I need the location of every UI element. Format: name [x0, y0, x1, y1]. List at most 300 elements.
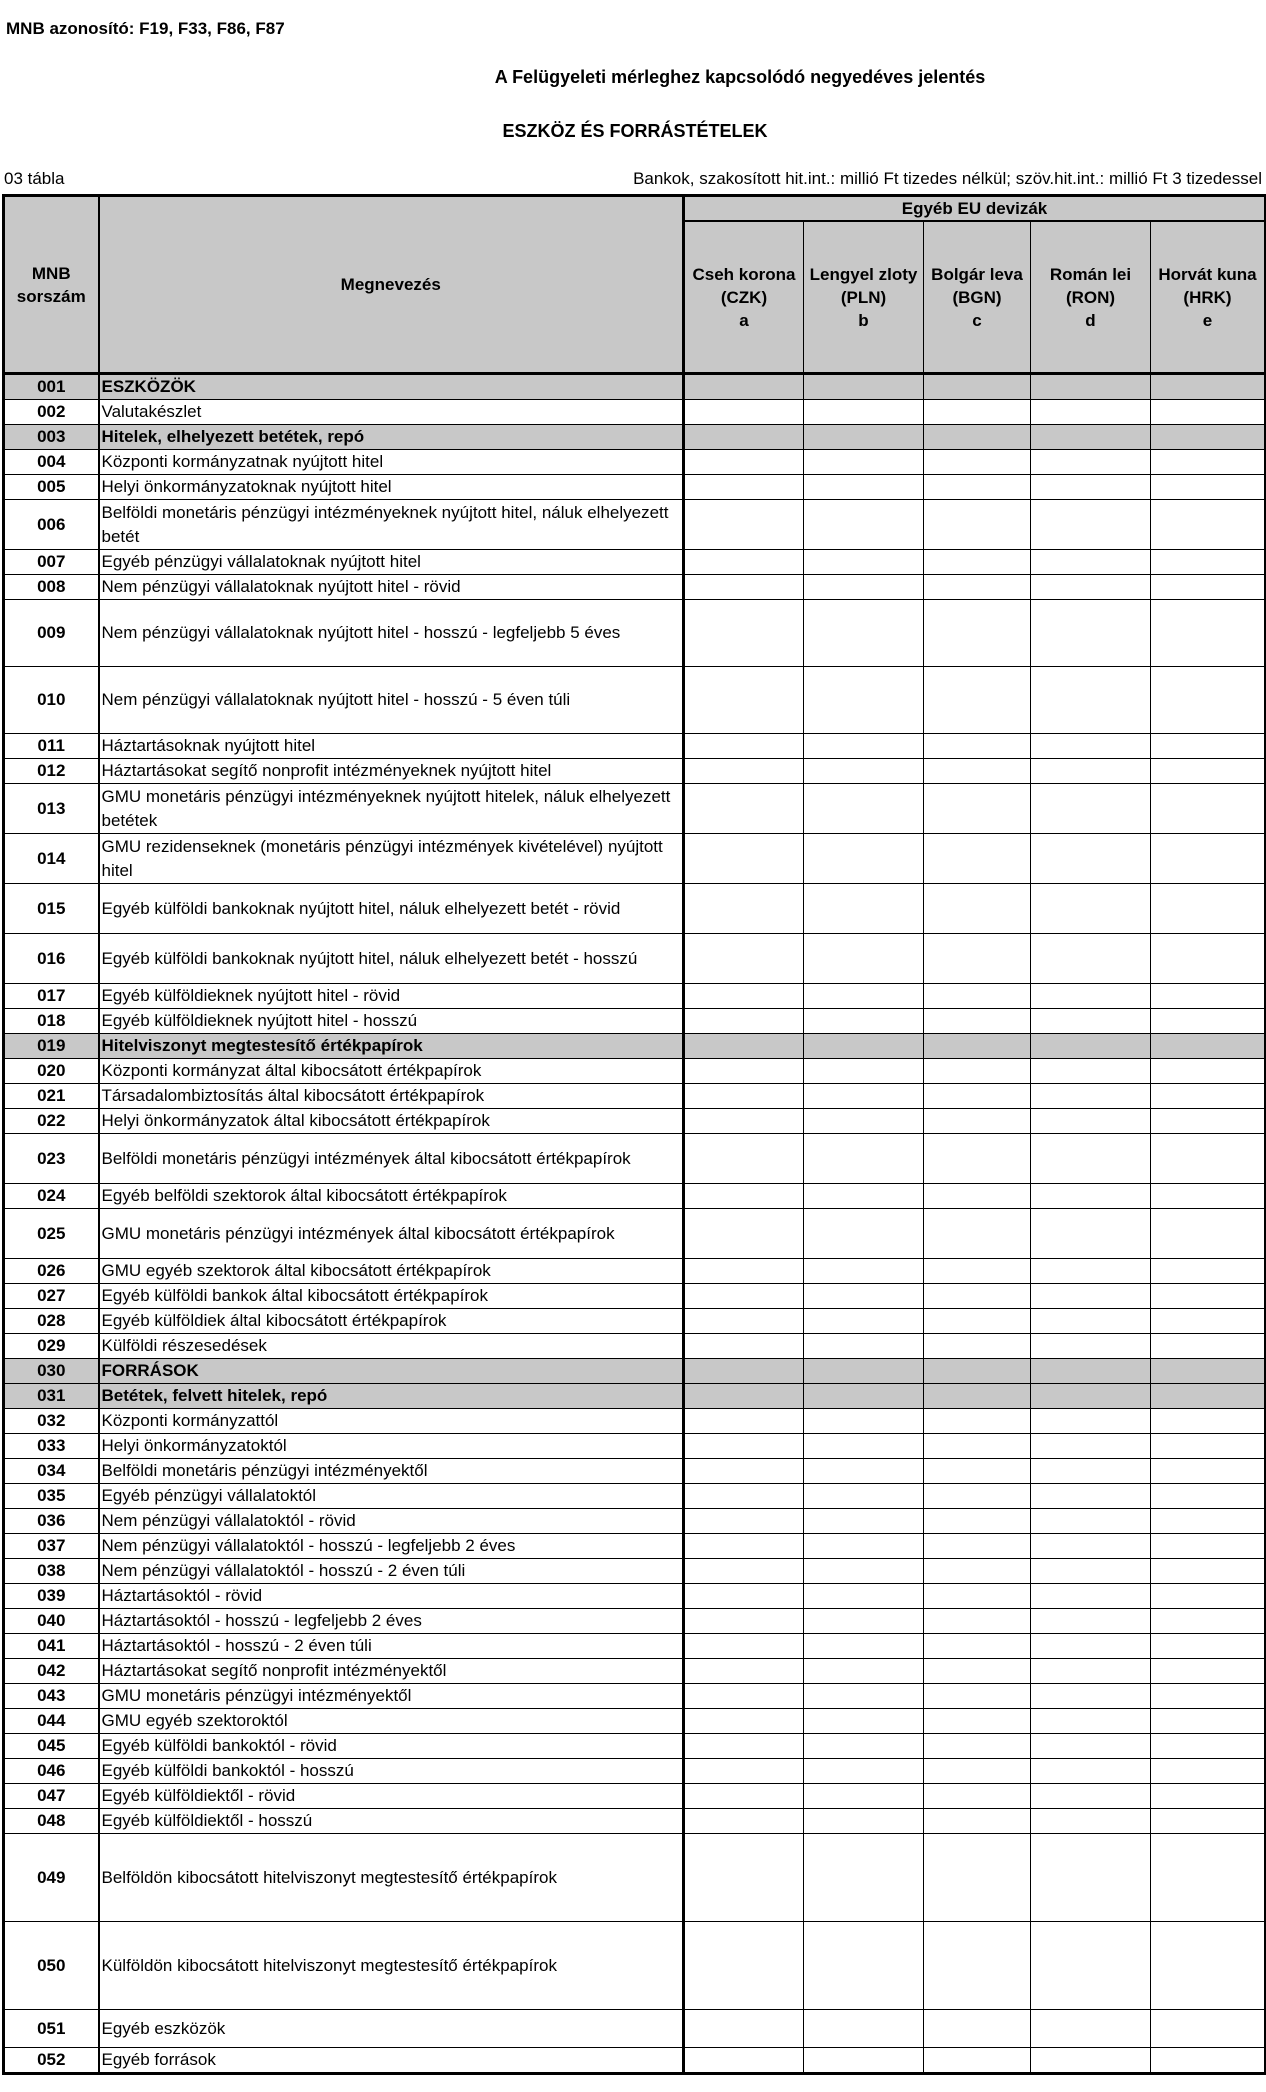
- value-cell[interactable]: [804, 1609, 924, 1634]
- row-name: Belföldi monetáris pénzügyi intézményektől: [99, 1459, 684, 1484]
- value-cell[interactable]: [1151, 984, 1266, 1009]
- value-cell[interactable]: [684, 1284, 804, 1309]
- value-cell[interactable]: [1031, 1284, 1151, 1309]
- value-cell[interactable]: [1031, 1534, 1151, 1559]
- value-cell[interactable]: [804, 1134, 924, 1184]
- value-cell[interactable]: [804, 1784, 924, 1809]
- value-cell[interactable]: [1151, 784, 1266, 834]
- value-cell[interactable]: [684, 2048, 804, 2074]
- value-cell[interactable]: [924, 2010, 1031, 2048]
- value-cell[interactable]: [1151, 1134, 1266, 1184]
- value-cell[interactable]: [1031, 834, 1151, 884]
- value-cell[interactable]: [1151, 1684, 1266, 1709]
- value-cell[interactable]: [684, 1534, 804, 1559]
- value-cell[interactable]: [924, 1559, 1031, 1584]
- value-cell[interactable]: [1151, 425, 1266, 450]
- value-cell[interactable]: [1031, 1784, 1151, 1809]
- value-cell[interactable]: [1031, 374, 1151, 400]
- value-cell[interactable]: [804, 1459, 924, 1484]
- value-cell[interactable]: [684, 784, 804, 834]
- row-code: 048: [4, 1809, 99, 1834]
- row-name: GMU monetáris pénzügyi intézmények által kibocsátott értékpapírok: [99, 1209, 684, 1259]
- value-cell[interactable]: [1151, 1609, 1266, 1634]
- value-cell[interactable]: [804, 425, 924, 450]
- value-cell[interactable]: [1031, 500, 1151, 550]
- value-cell[interactable]: [1151, 759, 1266, 784]
- value-cell[interactable]: [1031, 575, 1151, 600]
- value-cell[interactable]: [804, 1509, 924, 1534]
- value-cell[interactable]: [924, 1659, 1031, 1684]
- value-cell[interactable]: [684, 1559, 804, 1584]
- value-cell[interactable]: [1151, 2010, 1266, 2048]
- row-code: 027: [4, 1284, 99, 1309]
- value-cell[interactable]: [1031, 1259, 1151, 1284]
- value-cell[interactable]: [1151, 884, 1266, 934]
- value-cell[interactable]: [684, 425, 804, 450]
- value-cell[interactable]: [804, 1809, 924, 1834]
- value-cell[interactable]: [1031, 1634, 1151, 1659]
- value-cell[interactable]: [924, 1059, 1031, 1084]
- value-cell[interactable]: [684, 1184, 804, 1209]
- value-cell[interactable]: [1151, 1559, 1266, 1584]
- value-cell[interactable]: [684, 1484, 804, 1509]
- row-name: Helyi önkormányzatok által kibocsátott értékpapírok: [99, 1109, 684, 1134]
- value-cell[interactable]: [804, 1634, 924, 1659]
- value-cell[interactable]: [924, 884, 1031, 934]
- value-cell[interactable]: [924, 1134, 1031, 1184]
- value-cell[interactable]: [804, 475, 924, 500]
- value-cell[interactable]: [924, 1034, 1031, 1059]
- value-cell[interactable]: [804, 1209, 924, 1259]
- value-cell[interactable]: [1151, 1334, 1266, 1359]
- value-cell[interactable]: [1031, 1759, 1151, 1784]
- value-cell[interactable]: [1151, 1459, 1266, 1484]
- value-cell[interactable]: [684, 2010, 804, 2048]
- value-cell[interactable]: [924, 1384, 1031, 1409]
- value-cell[interactable]: [684, 1309, 804, 1334]
- value-cell[interactable]: [1151, 1084, 1266, 1109]
- value-cell[interactable]: [1151, 600, 1266, 667]
- value-cell[interactable]: [804, 1259, 924, 1284]
- value-cell[interactable]: [684, 734, 804, 759]
- row-code: 006: [4, 500, 99, 550]
- value-cell[interactable]: [1151, 1584, 1266, 1609]
- value-cell[interactable]: [1031, 1384, 1151, 1409]
- value-cell[interactable]: [684, 1209, 804, 1259]
- value-cell[interactable]: [1031, 1034, 1151, 1059]
- value-cell[interactable]: [804, 1309, 924, 1334]
- value-cell[interactable]: [924, 784, 1031, 834]
- currency-name: Horvát kuna (HRK): [1158, 264, 1257, 307]
- value-cell[interactable]: [804, 1184, 924, 1209]
- value-cell[interactable]: [924, 425, 1031, 450]
- row-code: 010: [4, 667, 99, 734]
- row-name: Betétek, felvett hitelek, repó: [99, 1384, 684, 1409]
- value-cell[interactable]: [804, 1484, 924, 1509]
- value-cell[interactable]: [1151, 1509, 1266, 1534]
- value-cell[interactable]: [1031, 1409, 1151, 1434]
- value-cell[interactable]: [1031, 400, 1151, 425]
- value-cell[interactable]: [1151, 1359, 1266, 1384]
- value-cell[interactable]: [924, 834, 1031, 884]
- value-cell[interactable]: [1151, 934, 1266, 984]
- value-cell[interactable]: [804, 1059, 924, 1084]
- value-cell[interactable]: [924, 1434, 1031, 1459]
- value-cell[interactable]: [924, 1634, 1031, 1659]
- value-cell[interactable]: [1031, 934, 1151, 984]
- value-cell[interactable]: [804, 600, 924, 667]
- value-cell[interactable]: [924, 1459, 1031, 1484]
- value-cell[interactable]: [1151, 1384, 1266, 1409]
- value-cell[interactable]: [684, 1109, 804, 1134]
- value-cell[interactable]: [684, 1459, 804, 1484]
- value-cell[interactable]: [684, 1509, 804, 1534]
- value-cell[interactable]: [804, 1409, 924, 1434]
- value-cell[interactable]: [1151, 1109, 1266, 1134]
- value-cell[interactable]: [684, 834, 804, 884]
- value-cell[interactable]: [804, 667, 924, 734]
- value-cell[interactable]: [684, 1609, 804, 1634]
- value-cell[interactable]: [1151, 1409, 1266, 1434]
- value-cell[interactable]: [1151, 834, 1266, 884]
- value-cell[interactable]: [804, 734, 924, 759]
- value-cell[interactable]: [1031, 1209, 1151, 1259]
- value-cell[interactable]: [804, 934, 924, 984]
- value-cell[interactable]: [684, 934, 804, 984]
- value-cell[interactable]: [1031, 1684, 1151, 1709]
- value-cell[interactable]: [1151, 1659, 1266, 1684]
- value-cell[interactable]: [1151, 1209, 1266, 1259]
- value-cell[interactable]: [804, 2010, 924, 2048]
- value-cell[interactable]: [804, 1084, 924, 1109]
- value-cell[interactable]: [924, 600, 1031, 667]
- value-cell[interactable]: [1151, 1809, 1266, 1834]
- value-cell[interactable]: [924, 1209, 1031, 1259]
- value-cell[interactable]: [1151, 667, 1266, 734]
- value-cell[interactable]: [1031, 1109, 1151, 1134]
- value-cell[interactable]: [1151, 1309, 1266, 1334]
- value-cell[interactable]: [924, 1684, 1031, 1709]
- row-name: Nem pénzügyi vállalatoknak nyújtott hitel - hosszú - 5 éven túli: [99, 667, 684, 734]
- value-cell[interactable]: [924, 934, 1031, 984]
- value-cell[interactable]: [1031, 2048, 1151, 2074]
- value-cell[interactable]: [684, 575, 804, 600]
- value-cell[interactable]: [684, 884, 804, 934]
- value-cell[interactable]: [684, 500, 804, 550]
- value-cell[interactable]: [804, 1384, 924, 1409]
- value-cell[interactable]: [684, 759, 804, 784]
- value-cell[interactable]: [1151, 1534, 1266, 1559]
- value-cell[interactable]: [684, 1034, 804, 1059]
- value-cell[interactable]: [924, 1084, 1031, 1109]
- value-cell[interactable]: [684, 1334, 804, 1359]
- table-row: [4, 1834, 1266, 1922]
- value-cell[interactable]: [684, 1734, 804, 1759]
- value-cell[interactable]: [1151, 1034, 1266, 1059]
- value-cell[interactable]: [804, 759, 924, 784]
- value-cell[interactable]: [924, 374, 1031, 400]
- value-cell[interactable]: [1031, 1834, 1151, 1922]
- value-cell[interactable]: [684, 667, 804, 734]
- header-currency: [1151, 221, 1266, 374]
- value-cell[interactable]: [804, 1834, 924, 1922]
- value-cell[interactable]: [684, 450, 804, 475]
- value-cell[interactable]: [1031, 734, 1151, 759]
- value-cell[interactable]: [1031, 1434, 1151, 1459]
- value-cell[interactable]: [804, 1534, 924, 1559]
- value-cell[interactable]: [684, 1834, 804, 1922]
- row-name: Háztartásokat segítő nonprofit intézményeknek nyújtott hitel: [99, 759, 684, 784]
- value-cell[interactable]: [924, 575, 1031, 600]
- value-cell[interactable]: [1031, 1922, 1151, 2010]
- value-cell[interactable]: [684, 1059, 804, 1084]
- value-cell[interactable]: [1031, 667, 1151, 734]
- table-row: [4, 1209, 1266, 1259]
- value-cell[interactable]: [1031, 475, 1151, 500]
- value-cell[interactable]: [804, 450, 924, 475]
- value-cell[interactable]: [804, 1284, 924, 1309]
- value-cell[interactable]: [1031, 600, 1151, 667]
- value-cell[interactable]: [804, 1359, 924, 1384]
- value-cell[interactable]: [804, 1334, 924, 1359]
- value-cell[interactable]: [1151, 1784, 1266, 1809]
- value-cell[interactable]: [1151, 500, 1266, 550]
- value-cell[interactable]: [1151, 475, 1266, 500]
- value-cell[interactable]: [1031, 1184, 1151, 1209]
- table-row: [4, 1459, 1266, 1484]
- value-cell[interactable]: [924, 1584, 1031, 1609]
- value-cell[interactable]: [684, 1359, 804, 1384]
- row-name: Központi kormányzatnak nyújtott hitel: [99, 450, 684, 475]
- value-cell[interactable]: [684, 1684, 804, 1709]
- value-cell[interactable]: [684, 1809, 804, 1834]
- value-cell[interactable]: [684, 1634, 804, 1659]
- value-cell[interactable]: [924, 1484, 1031, 1509]
- table-row: [4, 1134, 1266, 1184]
- value-cell[interactable]: [684, 400, 804, 425]
- value-cell[interactable]: [924, 400, 1031, 425]
- value-cell[interactable]: [804, 1109, 924, 1134]
- row-code: 036: [4, 1509, 99, 1534]
- row-code: 022: [4, 1109, 99, 1134]
- value-cell[interactable]: [804, 400, 924, 425]
- value-cell[interactable]: [684, 1084, 804, 1109]
- row-name: Nem pénzügyi vállalatoknak nyújtott hitel - rövid: [99, 575, 684, 600]
- value-cell[interactable]: [1031, 1734, 1151, 1759]
- value-cell[interactable]: [1151, 575, 1266, 600]
- value-cell[interactable]: [1031, 1584, 1151, 1609]
- value-cell[interactable]: [1031, 1484, 1151, 1509]
- value-cell[interactable]: [684, 1259, 804, 1284]
- value-cell[interactable]: [924, 1009, 1031, 1034]
- value-cell[interactable]: [924, 984, 1031, 1009]
- value-cell[interactable]: [924, 1734, 1031, 1759]
- value-cell[interactable]: [804, 1434, 924, 1459]
- value-cell[interactable]: [924, 1184, 1031, 1209]
- value-cell[interactable]: [804, 1034, 924, 1059]
- value-cell[interactable]: [1151, 734, 1266, 759]
- value-cell[interactable]: [1031, 1659, 1151, 1684]
- value-cell[interactable]: [804, 1709, 924, 1734]
- value-cell[interactable]: [684, 1759, 804, 1784]
- row-code: 051: [4, 2010, 99, 2048]
- value-cell[interactable]: [804, 1659, 924, 1684]
- value-cell[interactable]: [684, 600, 804, 667]
- value-cell[interactable]: [1031, 759, 1151, 784]
- value-cell[interactable]: [924, 1534, 1031, 1559]
- row-code: 026: [4, 1259, 99, 1284]
- value-cell[interactable]: [1151, 1484, 1266, 1509]
- value-cell[interactable]: [1031, 1334, 1151, 1359]
- value-cell[interactable]: [1031, 1459, 1151, 1484]
- value-cell[interactable]: [1031, 450, 1151, 475]
- value-cell[interactable]: [684, 1384, 804, 1409]
- value-cell[interactable]: [1031, 1609, 1151, 1634]
- value-cell[interactable]: [804, 834, 924, 884]
- value-cell[interactable]: [1031, 1309, 1151, 1334]
- value-cell[interactable]: [804, 884, 924, 934]
- row-name: Egyéb külföldi bankoknak nyújtott hitel, náluk elhelyezett betét - hosszú: [99, 934, 684, 984]
- value-cell[interactable]: [684, 475, 804, 500]
- value-cell[interactable]: [1031, 1559, 1151, 1584]
- value-cell[interactable]: [684, 374, 804, 400]
- value-cell[interactable]: [684, 1409, 804, 1434]
- table-row: [4, 1759, 1266, 1784]
- value-cell[interactable]: [1031, 1134, 1151, 1184]
- value-cell[interactable]: [1031, 984, 1151, 1009]
- value-cell[interactable]: [1031, 1084, 1151, 1109]
- value-cell[interactable]: [924, 1922, 1031, 2010]
- value-cell[interactable]: [924, 667, 1031, 734]
- row-code: 028: [4, 1309, 99, 1334]
- value-cell[interactable]: [1151, 1434, 1266, 1459]
- value-cell[interactable]: [924, 1409, 1031, 1434]
- row-code: 035: [4, 1484, 99, 1509]
- value-cell[interactable]: [804, 550, 924, 575]
- value-cell[interactable]: [1151, 1834, 1266, 1922]
- table-row: [4, 374, 1266, 400]
- row-code: 021: [4, 1084, 99, 1109]
- table-row: [4, 1034, 1266, 1059]
- value-cell[interactable]: [804, 1584, 924, 1609]
- value-cell[interactable]: [684, 1659, 804, 1684]
- value-cell[interactable]: [684, 1784, 804, 1809]
- value-cell[interactable]: [1031, 1009, 1151, 1034]
- value-cell[interactable]: [1031, 1709, 1151, 1734]
- value-cell[interactable]: [924, 1834, 1031, 1922]
- value-cell[interactable]: [1151, 450, 1266, 475]
- value-cell[interactable]: [924, 500, 1031, 550]
- value-cell[interactable]: [684, 1434, 804, 1459]
- value-cell[interactable]: [684, 1922, 804, 2010]
- value-cell[interactable]: [1151, 1259, 1266, 1284]
- value-cell[interactable]: [924, 1784, 1031, 1809]
- value-cell[interactable]: [1151, 1734, 1266, 1759]
- row-name: Egyéb források: [99, 2048, 684, 2074]
- value-cell[interactable]: [804, 1559, 924, 1584]
- value-cell[interactable]: [1151, 1284, 1266, 1309]
- value-cell[interactable]: [924, 450, 1031, 475]
- row-code: 039: [4, 1584, 99, 1609]
- value-cell[interactable]: [1151, 1184, 1266, 1209]
- value-cell[interactable]: [684, 1009, 804, 1034]
- value-cell[interactable]: [1151, 550, 1266, 575]
- value-cell[interactable]: [924, 1309, 1031, 1334]
- value-cell[interactable]: [1031, 884, 1151, 934]
- value-cell[interactable]: [924, 1359, 1031, 1384]
- value-cell[interactable]: [924, 1109, 1031, 1134]
- value-cell[interactable]: [684, 984, 804, 1009]
- value-cell[interactable]: [684, 550, 804, 575]
- value-cell[interactable]: [804, 500, 924, 550]
- row-code: 030: [4, 1359, 99, 1384]
- value-cell[interactable]: [684, 1134, 804, 1184]
- value-cell[interactable]: [924, 1609, 1031, 1634]
- value-cell[interactable]: [1151, 400, 1266, 425]
- value-cell[interactable]: [1151, 1009, 1266, 1034]
- value-cell[interactable]: [1151, 374, 1266, 400]
- table-row: [4, 734, 1266, 759]
- row-code: 017: [4, 984, 99, 1009]
- value-cell[interactable]: [804, 984, 924, 1009]
- value-cell[interactable]: [924, 759, 1031, 784]
- value-cell[interactable]: [924, 2048, 1031, 2074]
- value-cell[interactable]: [924, 1759, 1031, 1784]
- value-cell[interactable]: [1151, 1922, 1266, 2010]
- value-cell[interactable]: [924, 550, 1031, 575]
- value-cell[interactable]: [1031, 550, 1151, 575]
- value-cell[interactable]: [924, 1809, 1031, 1834]
- value-cell[interactable]: [924, 475, 1031, 500]
- value-cell[interactable]: [924, 1284, 1031, 1309]
- value-cell[interactable]: [804, 1734, 924, 1759]
- row-name: Egyéb külföldiektől - hosszú: [99, 1809, 684, 1834]
- table-number: 03 tábla: [4, 169, 65, 188]
- value-cell[interactable]: [1151, 1759, 1266, 1784]
- value-cell[interactable]: [804, 1684, 924, 1709]
- value-cell[interactable]: [924, 734, 1031, 759]
- value-cell[interactable]: [1031, 1509, 1151, 1534]
- value-cell[interactable]: [1151, 1709, 1266, 1734]
- value-cell[interactable]: [804, 374, 924, 400]
- value-cell[interactable]: [924, 1259, 1031, 1284]
- value-cell[interactable]: [1031, 2010, 1151, 2048]
- table-row: [4, 1359, 1266, 1384]
- table-row: [4, 1384, 1266, 1409]
- value-cell[interactable]: [1031, 425, 1151, 450]
- value-cell[interactable]: [1031, 1059, 1151, 1084]
- value-cell[interactable]: [924, 1509, 1031, 1534]
- value-cell[interactable]: [804, 575, 924, 600]
- value-cell[interactable]: [804, 1922, 924, 2010]
- value-cell[interactable]: [1151, 1634, 1266, 1659]
- value-cell[interactable]: [804, 1759, 924, 1784]
- value-cell[interactable]: [1151, 1059, 1266, 1084]
- value-cell[interactable]: [804, 1009, 924, 1034]
- value-cell[interactable]: [804, 784, 924, 834]
- value-cell[interactable]: [804, 2048, 924, 2074]
- value-cell[interactable]: [924, 1709, 1031, 1734]
- value-cell[interactable]: [1031, 1359, 1151, 1384]
- value-cell[interactable]: [924, 1334, 1031, 1359]
- value-cell[interactable]: [1031, 784, 1151, 834]
- table-row: [4, 1259, 1266, 1284]
- value-cell[interactable]: [1031, 1809, 1151, 1834]
- value-cell[interactable]: [684, 1584, 804, 1609]
- value-cell[interactable]: [1151, 2048, 1266, 2074]
- table-row: [4, 1109, 1266, 1134]
- value-cell[interactable]: [684, 1709, 804, 1734]
